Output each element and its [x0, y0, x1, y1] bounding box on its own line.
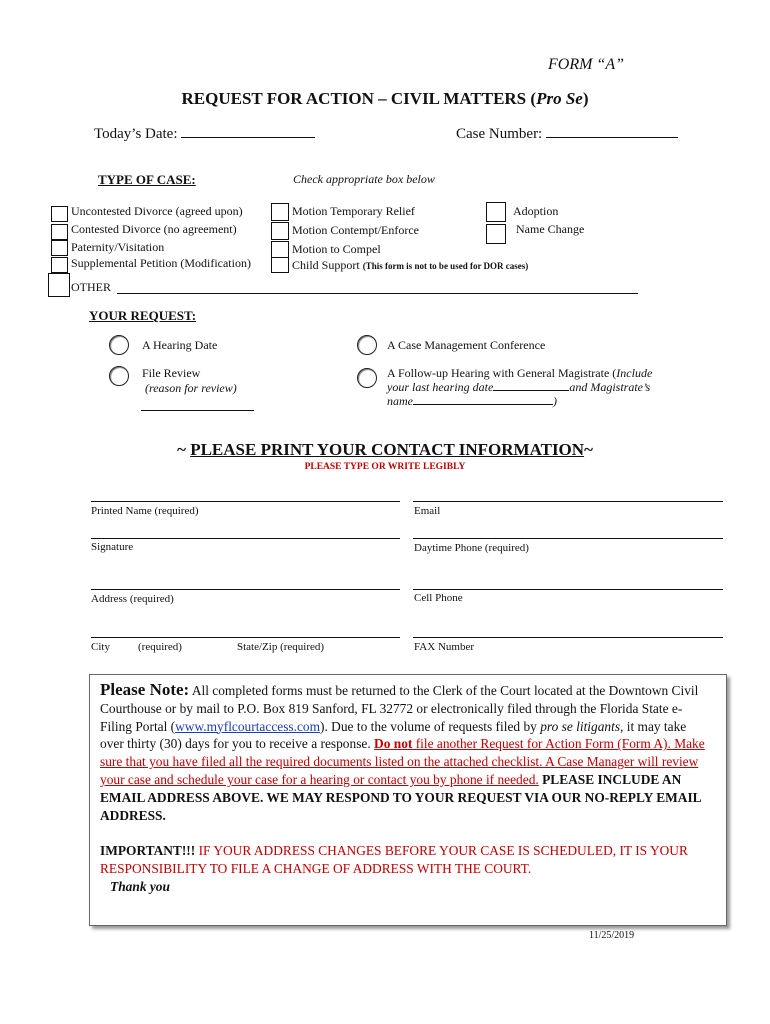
- label-city: City: [91, 641, 110, 653]
- type-of-case-heading: TYPE OF CASE:: [98, 172, 196, 187]
- label-daytime-phone: Daytime Phone (required): [414, 542, 529, 554]
- address-line[interactable]: [91, 589, 400, 590]
- radio-file-review[interactable]: [109, 366, 129, 386]
- label-state-zip: State/Zip (required): [237, 641, 325, 653]
- daytime-phone-line[interactable]: [413, 538, 723, 539]
- checkbox-child-support[interactable]: [271, 257, 289, 273]
- checkbox-contested-divorce[interactable]: [51, 224, 68, 240]
- file-review-subtext: (reason for review): [145, 381, 237, 395]
- checkbox-supplemental-petition[interactable]: [51, 257, 68, 273]
- radio-follow-up-hearing[interactable]: [357, 368, 377, 388]
- option-child-support: Child Support (This form is not to be used for DOR cases): [292, 258, 529, 272]
- checkbox-other[interactable]: [48, 273, 70, 297]
- type-of-case-instruction: Check appropriate box below: [293, 172, 435, 186]
- option-motion-temporary-relief: Motion Temporary Relief: [292, 204, 415, 218]
- option-case-management: A Case Management Conference: [387, 338, 546, 352]
- file-review-reason-line[interactable]: [141, 410, 254, 411]
- checkbox-motion-temporary-relief[interactable]: [271, 203, 289, 221]
- contact-subheading: PLEASE TYPE OR WRITE LEGIBLY: [304, 462, 466, 472]
- please-note-text: Please Note: All completed forms must be returned to the Clerk of the Court located at the Downtown Civil Courthouse or by mail to P.O. Box 819 Sanford, FL 32772 or electronically filed through the Florida State e-Filing Portal (www.myflcourtaccess.com). Due to the volume of requests filed by pro se litigants, it may take over thirty (30) days for you to receive a response. Do not file another Request for Action Form (Form A). Make sure that you have filed all the required documents listed on the attached checklist. A Case Manager will review your case and schedule your case for a hearing or contact you by phone if needed. PLEASE INCLUDE AN EMAIL ADDRESS ABOVE. WE MAY RESPOND TO YOUR REQUEST VIA OUR NO-REPLY EMAIL ADDRESS. IMPORTANT!!! IF YOUR ADDRESS CHANGES BEFORE YOUR CASE IS SCHEDULED, IT IS YOUR RESPONSIBILITY TO FILE A CHANGE OF ADDRESS WITH THE COURT. Thank you: [100, 680, 705, 894]
- checkbox-paternity[interactable]: [51, 240, 68, 256]
- other-line[interactable]: [117, 293, 638, 294]
- checkbox-adoption[interactable]: [486, 202, 506, 222]
- option-supplemental-petition: Supplemental Petition (Modification): [71, 256, 251, 270]
- radio-hearing-date[interactable]: [109, 335, 129, 355]
- option-file-review: File Review: [142, 366, 201, 380]
- checkbox-name-change[interactable]: [486, 224, 506, 244]
- option-paternity: Paternity/Visitation: [71, 240, 165, 254]
- email-line[interactable]: [413, 501, 723, 502]
- radio-case-management[interactable]: [357, 335, 377, 355]
- e-filing-portal-link[interactable]: www.myflcourtaccess.com: [175, 718, 321, 734]
- label-signature: Signature: [91, 541, 134, 553]
- case-number-line[interactable]: [546, 137, 678, 138]
- label-cell-phone: Cell Phone: [414, 592, 463, 604]
- cell-phone-line[interactable]: [413, 589, 723, 590]
- option-follow-up-hearing: A Follow-up Hearing with General Magistrate (Include: [387, 366, 653, 380]
- option-name-change: Name Change: [516, 222, 585, 236]
- follow-up-hearing-date: your last hearing date and Magistrate’s: [387, 380, 651, 394]
- form-label: FORM “A”: [548, 56, 624, 73]
- option-motion-contempt: Motion Contempt/Enforce: [292, 223, 419, 237]
- label-printed-name: Printed Name (required): [91, 505, 199, 517]
- label-email: Email: [414, 505, 441, 517]
- page-title: REQUEST FOR ACTION – CIVIL MATTERS (Pro Se): [181, 89, 589, 108]
- your-request-heading: YOUR REQUEST:: [89, 308, 197, 323]
- option-hearing-date: A Hearing Date: [142, 338, 218, 352]
- label-address: Address (required): [91, 593, 174, 605]
- hearing-date-line[interactable]: [493, 390, 569, 391]
- label-fax: FAX Number: [414, 641, 474, 653]
- case-number-field: Case Number:: [456, 126, 678, 143]
- checkbox-uncontested-divorce[interactable]: [51, 206, 68, 222]
- todays-date-field: Today’s Date:: [94, 126, 315, 143]
- follow-up-magistrate-name: name ): [387, 394, 557, 408]
- todays-date-line[interactable]: [181, 137, 315, 138]
- label-city-required: (required): [138, 641, 182, 653]
- option-adoption: Adoption: [513, 204, 559, 218]
- magistrate-name-line[interactable]: [413, 404, 553, 405]
- option-contested-divorce: Contested Divorce (no agreement): [71, 222, 237, 236]
- fax-line[interactable]: [413, 637, 723, 638]
- contact-heading: ~ PLEASE PRINT YOUR CONTACT INFORMATION~: [177, 440, 593, 459]
- city-state-zip-line[interactable]: [91, 637, 400, 638]
- option-uncontested-divorce: Uncontested Divorce (agreed upon): [71, 204, 243, 218]
- option-other: OTHER: [71, 280, 111, 294]
- footer-date: 11/25/2019: [589, 930, 635, 941]
- printed-name-line[interactable]: [91, 501, 400, 502]
- option-motion-compel: Motion to Compel: [292, 242, 381, 256]
- checkbox-motion-contempt[interactable]: [271, 222, 289, 240]
- signature-line[interactable]: [91, 538, 400, 539]
